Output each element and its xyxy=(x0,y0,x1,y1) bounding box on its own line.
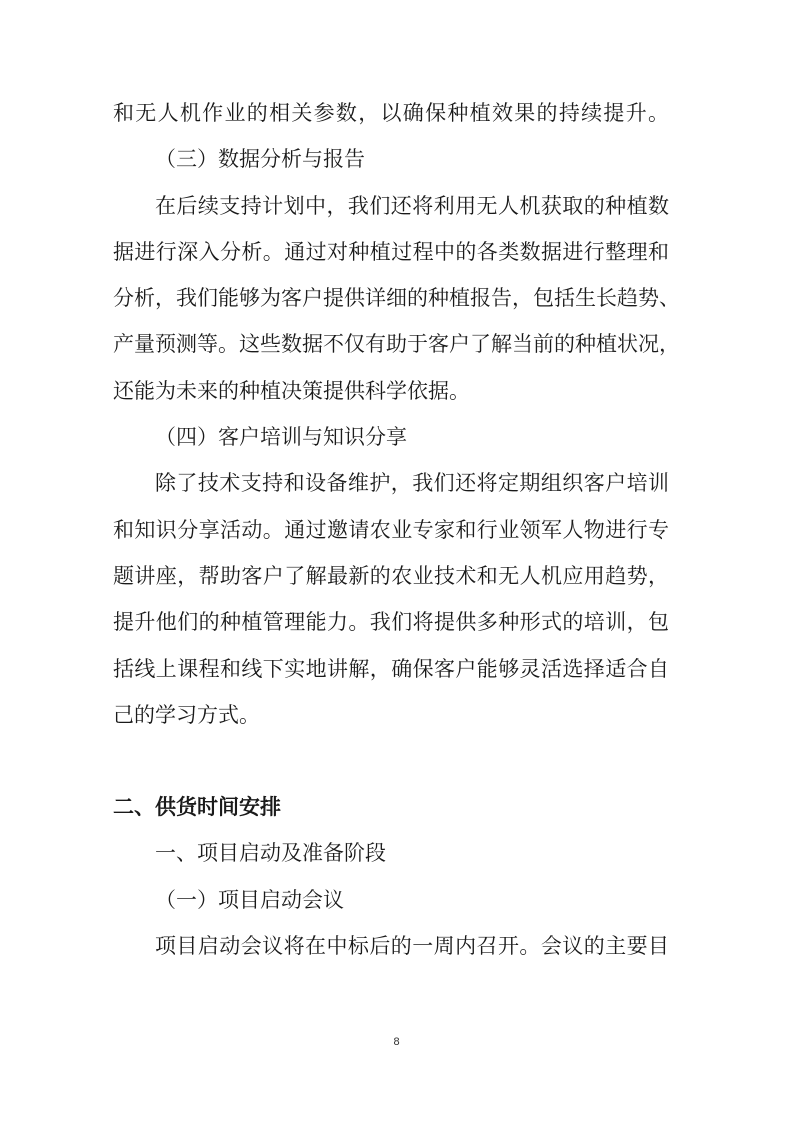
page-content xyxy=(113,90,680,969)
paragraph-line: 和知识分享活动。通过邀请农业专家和行业领军人物进行专 xyxy=(113,517,669,542)
paragraph-line: 据进行深入分析。通过对种植过程中的各类数据进行整理和 xyxy=(113,239,669,264)
section-spacer xyxy=(113,738,669,784)
subheading-customer-training: （四）客户培训与知识分享 xyxy=(155,425,407,450)
paragraph-data-analysis xyxy=(113,183,680,414)
section-heading-supply-schedule: 二、供货时间安排 xyxy=(113,795,281,820)
paragraph-kickoff-meeting xyxy=(113,923,669,969)
paragraph-line: 项目启动会议将在中标后的一周内召开。会议的主要目 xyxy=(155,934,669,959)
subheading-kickoff-meeting: （一）项目启动会议 xyxy=(155,887,344,912)
paragraph-line: 括线上课程和线下实地讲解，确保客户能够灵活选择适合自 xyxy=(113,656,669,681)
paragraph-line: 己的学习方式。 xyxy=(113,702,260,727)
subheading-data-analysis: （三）数据分析与报告 xyxy=(155,147,365,172)
paragraph-line: 在后续支持计划中，我们还将利用无人机获取的种植数 xyxy=(155,193,669,218)
paragraph-line: 还能为未来的种植决策提供科学依据。 xyxy=(113,378,470,403)
paragraph-continuation-line: 和无人机作业的相关参数，以确保种植效果的持续提升。 xyxy=(113,101,669,125)
paragraph-line: 产量预测等。这些数据不仅有助于客户了解当前的种植状况， xyxy=(113,332,680,357)
subheading-project-kickoff-stage: 一、项目启动及准备阶段 xyxy=(155,841,386,866)
paragraph-line: 分析，我们能够为客户提供详细的种植报告，包括生长趋势、 xyxy=(113,286,680,311)
paragraph-line: 除了技术支持和设备维护，我们还将定期组织客户培训 xyxy=(155,471,669,496)
paragraph-line: 题讲座，帮助客户了解最新的农业技术和无人机应用趋势， xyxy=(113,563,669,588)
paragraph-line: 提升他们的种植管理能力。我们将提供多种形式的培训，包 xyxy=(113,610,669,635)
page-number: 8 xyxy=(393,1036,400,1048)
paragraph-customer-training xyxy=(113,460,669,738)
